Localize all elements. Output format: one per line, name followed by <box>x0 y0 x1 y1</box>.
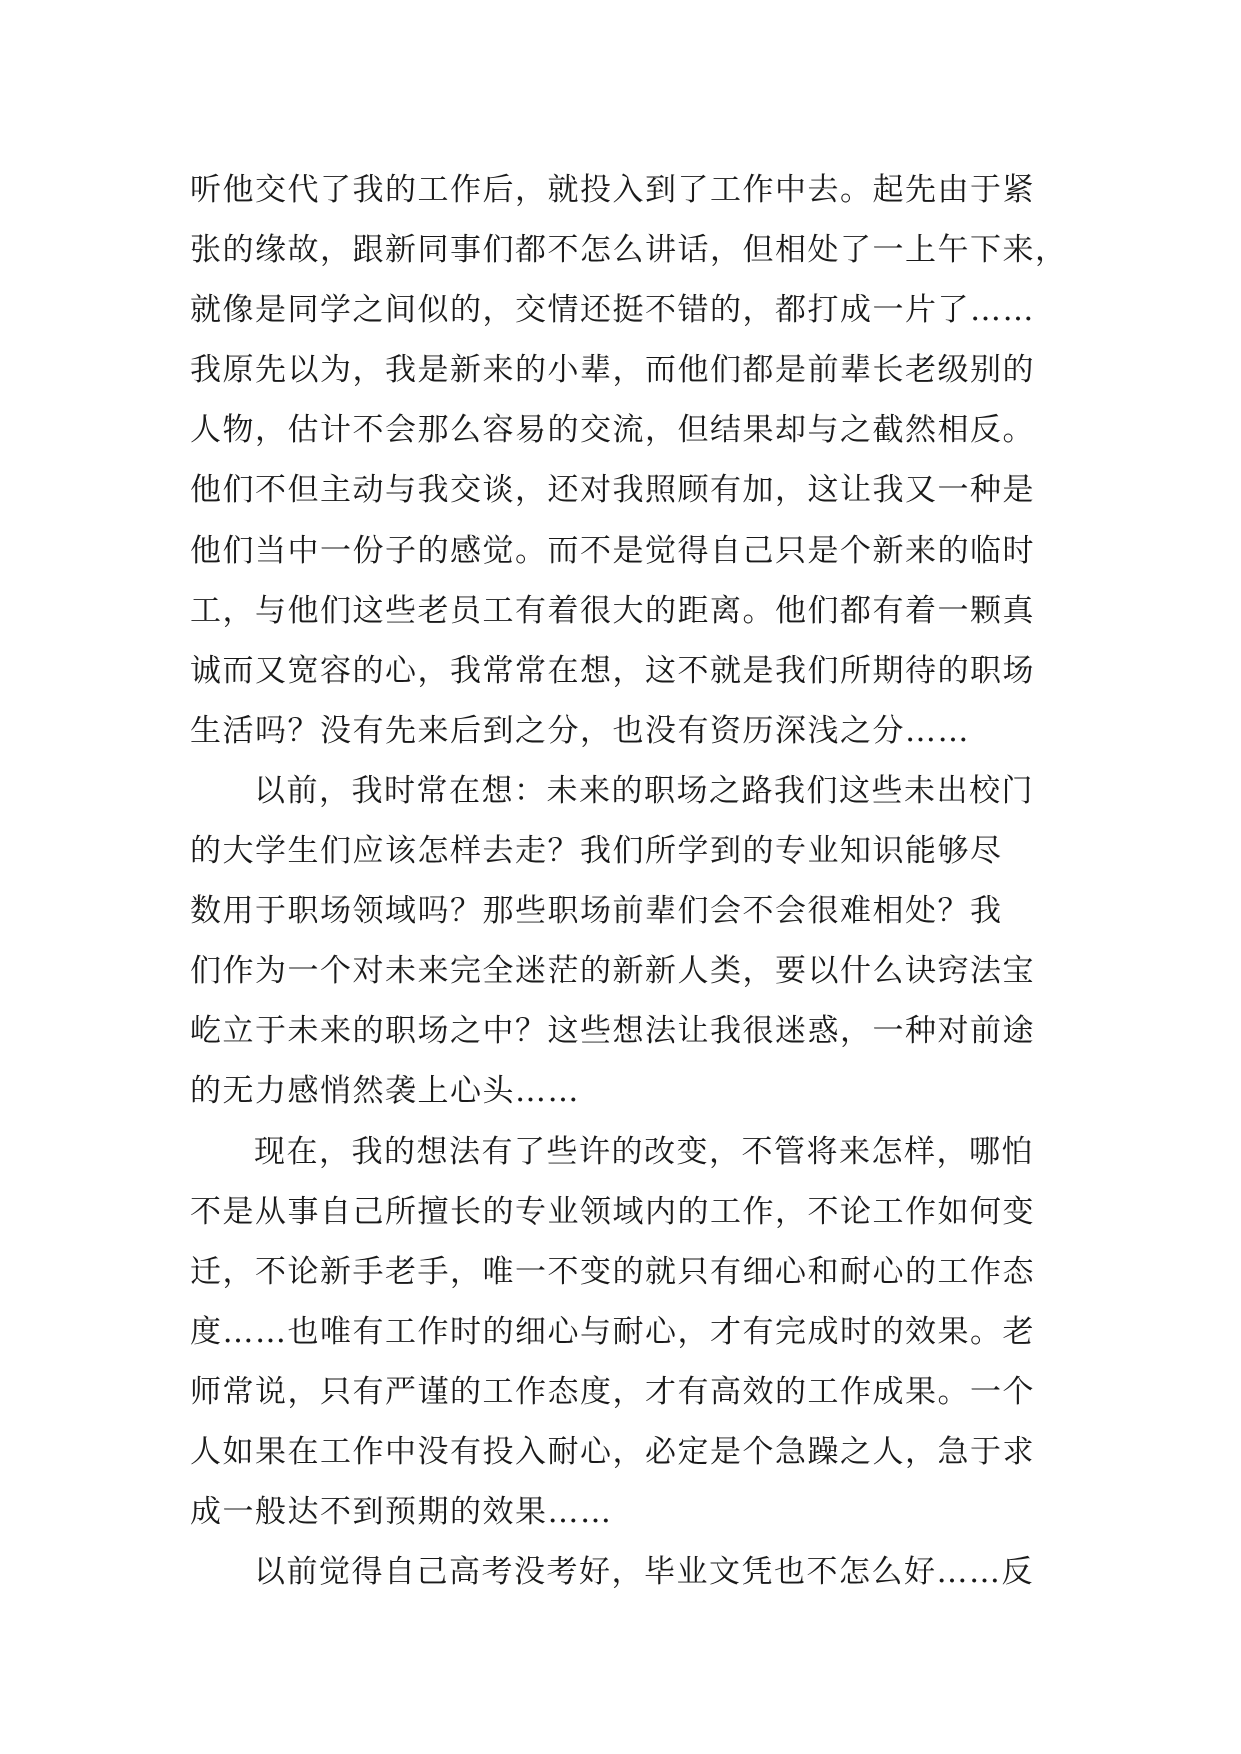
text-line: 的无力感悄然袭上心头…… <box>190 1073 580 1110</box>
text-line: 人如果在工作中没有投入耐心，必定是个急躁之人，急于求 <box>190 1433 1035 1470</box>
text-line: 屹立于未来的职场之中？这些想法让我很迷惑，一种对前途 <box>190 1013 1035 1050</box>
text-line: 的大学生们应该怎样去走？我们所学到的专业知识能够尽 <box>190 833 1003 870</box>
text-line: 工，与他们这些老员工有着很大的距离。他们都有着一颗真 <box>190 592 1035 629</box>
text-line: 我原先以为，我是新来的小辈，而他们都是前辈长老级别的 <box>190 352 1035 389</box>
text-line: 迁，不论新手老手，唯一不变的就只有细心和耐心的工作态 <box>190 1253 1035 1290</box>
paragraph-first-line: 以前，我时常在想：未来的职场之路我们这些未出校门 <box>254 772 1034 809</box>
text-line: 他们当中一份子的感觉。而不是觉得自己只是个新来的临时 <box>190 532 1035 569</box>
text-line: 张的缘故，跟新同事们都不怎么讲话，但相处了一上午下来， <box>190 232 1068 269</box>
body-text <box>190 160 1068 1602</box>
text-line: 度……也唯有工作时的细心与耐心，才有完成时的效果。老 <box>190 1313 1035 1350</box>
paragraph-first-line: 现在，我的想法有了些许的改变，不管将来怎样，哪怕 <box>254 1133 1034 1170</box>
text-line: 师常说，只有严谨的工作态度，才有高效的工作成果。一个 <box>190 1373 1035 1410</box>
paragraph-first-line: 以前觉得自己高考没考好，毕业文凭也不怎么好……反 <box>254 1554 1034 1591</box>
text-line: 成一般达不到预期的效果…… <box>190 1494 613 1531</box>
text-line: 就像是同学之间似的，交情还挺不错的，都打成一片了…… <box>190 292 1035 329</box>
text-line: 们作为一个对未来完全迷茫的新新人类，要以什么诀窍法宝 <box>190 953 1035 990</box>
text-line: 听他交代了我的工作后，就投入到了工作中去。起先由于紧 <box>190 172 1035 208</box>
text-line: 数用于职场领域吗？那些职场前辈们会不会很难相处？我 <box>190 893 1003 930</box>
text-line: 他们不但主动与我交谈，还对我照顾有加，这让我又一种是 <box>190 472 1035 509</box>
text-line: 不是从事自己所擅长的专业领域内的工作，不论工作如何变 <box>190 1193 1035 1230</box>
text-line: 人物，估计不会那么容易的交流，但结果却与之截然相反。 <box>190 412 1035 449</box>
text-line: 生活吗？没有先来后到之分，也没有资历深浅之分…… <box>190 712 970 749</box>
text-line: 诚而又宽容的心，我常常在想，这不就是我们所期待的职场 <box>190 652 1035 689</box>
